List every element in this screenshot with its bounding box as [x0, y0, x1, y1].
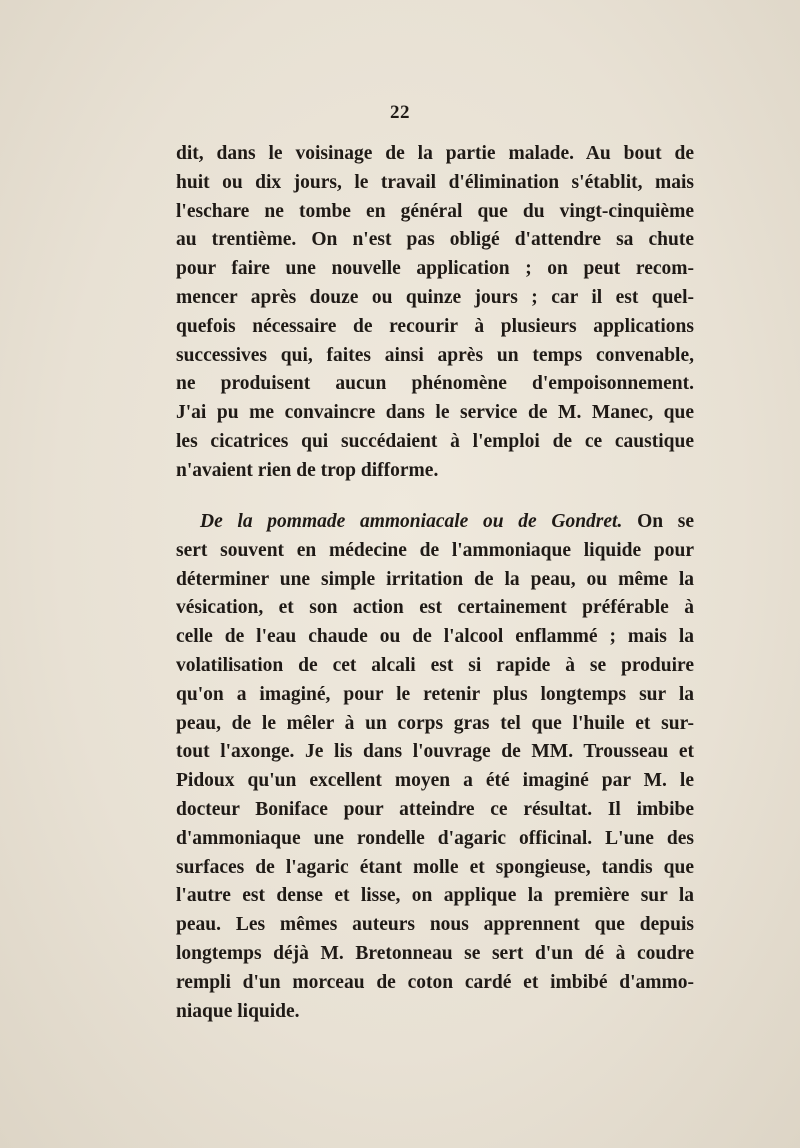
text-line: l'eschare ne tombe en général que du vingt-cinquième	[176, 200, 694, 222]
text-line: d'ammoniaque une rondelle d'agaric officinal. L'une des	[176, 827, 694, 849]
text-line: vésication, et son action est certainement préférable à	[176, 597, 694, 619]
text-line: Pidoux qu'un excellent moyen a été imaginé par M. le	[176, 770, 694, 792]
section-title: De la pommade ammoniacale ou de Gondret.	[200, 511, 623, 532]
text-line: rempli d'un morceau de coton cardé et imbibé d'ammo-	[176, 971, 694, 993]
text-line: n'avaient rien de trop difforme.	[176, 459, 439, 481]
paragraph-1	[176, 140, 694, 486]
text-line: peau, de le mêler à un corps gras tel que l'huile et sur-	[176, 712, 694, 734]
text-line: peau. Les mêmes auteurs nous apprennent que depuis	[176, 914, 694, 936]
text-line: docteur Boniface pour atteindre ce résultat. Il imbibe	[176, 798, 694, 820]
text-line: pour faire une nouvelle application ; on peut recom-	[176, 258, 694, 280]
text-line: sert souvent en médecine de l'ammoniaque liquide pour	[176, 539, 694, 561]
text-line: tout l'axonge. Je lis dans l'ouvrage de MM. Trousseau et	[176, 741, 694, 763]
text-line: déterminer une simple irritation de la peau, ou même la	[176, 568, 694, 590]
text-fragment: On se	[637, 511, 695, 532]
paragraph-2	[176, 508, 694, 1026]
text-line: volatilisation de cet alcali est si rapide à se produire	[176, 654, 694, 676]
text-line: surfaces de l'agaric étant molle et spongieuse, tandis que	[176, 856, 694, 878]
text-line: les cicatrices qui succédaient à l'emploi de ce caustique	[176, 430, 694, 452]
text-line: dit, dans le voisinage de la partie malade. Au bout de	[176, 143, 694, 164]
text-line: au trentième. On n'est pas obligé d'attendre sa chute	[176, 229, 694, 251]
text-line: ne produisent aucun phénomène d'empoisonnement.	[176, 373, 694, 395]
page-number: 22	[390, 102, 410, 123]
text-line: quefois nécessaire de recourir à plusieurs applications	[176, 315, 694, 337]
text-line: qu'on a imaginé, pour le retenir plus longtemps sur la	[176, 683, 694, 705]
text-line: longtemps déjà M. Bretonneau se sert d'un dé à coudre	[176, 942, 694, 964]
text-line: celle de l'eau chaude ou de l'alcool enflammé ; mais la	[176, 626, 694, 648]
text-line: huit ou dix jours, le travail d'élimination s'établit, mais	[176, 171, 694, 193]
text-line: successives qui, faites ainsi après un temps convenable,	[176, 344, 694, 366]
text-line: niaque liquide.	[176, 1000, 300, 1022]
text-line: l'autre est dense et lisse, on applique la première sur la	[176, 885, 694, 907]
text-line: J'ai pu me convaincre dans le service de M. Manec, que	[176, 402, 694, 424]
section-heading-line	[176, 508, 694, 537]
text-line: mencer après douze ou quinze jours ; car il est quel-	[176, 286, 694, 308]
